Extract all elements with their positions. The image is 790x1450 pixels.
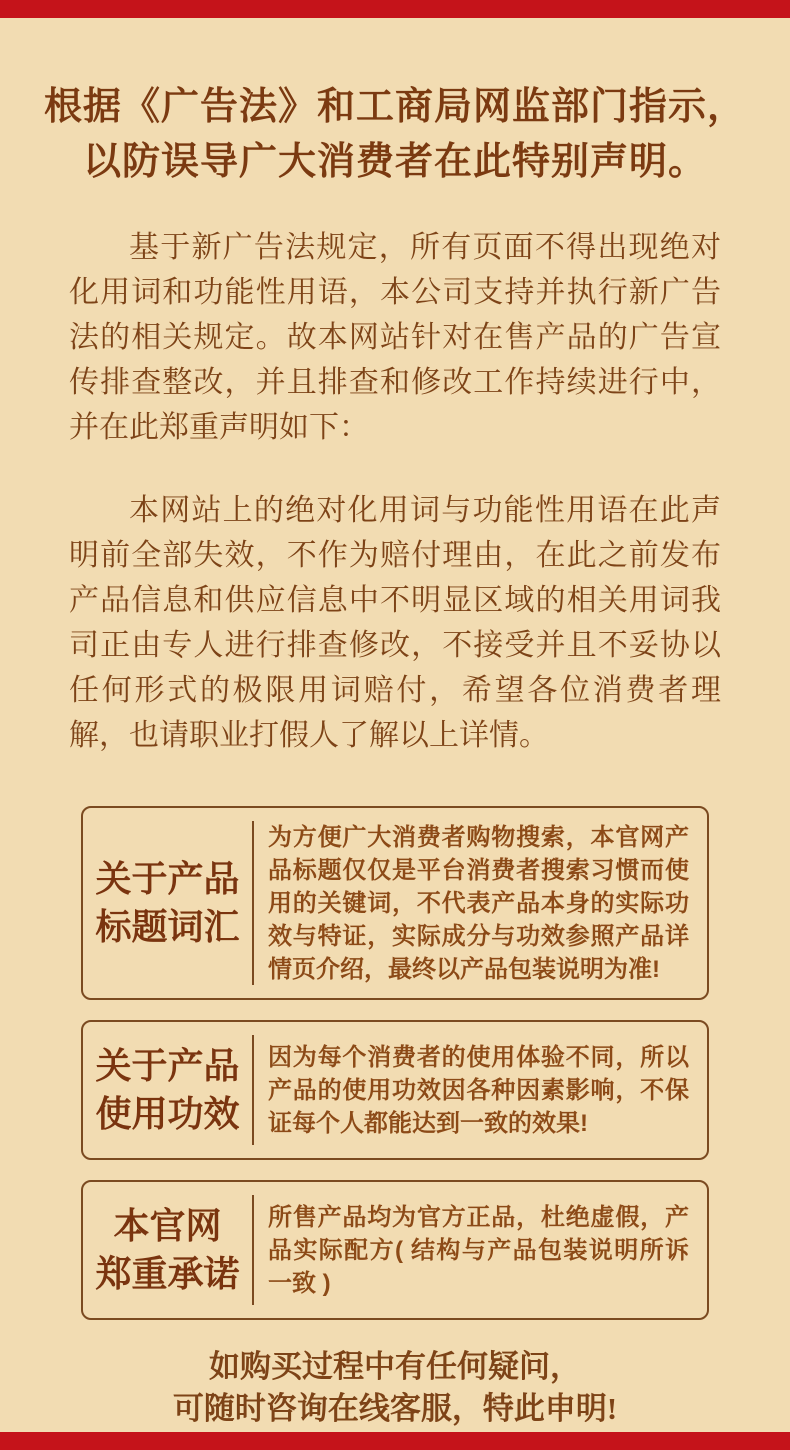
box-text-official-promise bbox=[254, 1182, 707, 1318]
footer-line-1: 如购买过程中有任何疑问， bbox=[209, 1349, 581, 1384]
box-text-product-efficacy bbox=[254, 1022, 707, 1158]
bottom-red-bar bbox=[0, 1432, 790, 1450]
title-line-2: 以防误导广大消费者在此特别声明。 bbox=[82, 141, 707, 183]
statement-paragraphs bbox=[69, 225, 721, 758]
notice-box-product-title-keywords bbox=[81, 806, 709, 1000]
notice-box-product-efficacy bbox=[81, 1020, 709, 1160]
box-label-official-promise bbox=[83, 1182, 252, 1318]
box-text-content: 所售产品均为官方正品，杜绝虚假，产品实际配方( 结构与产品包装说明所诉一致 ) bbox=[268, 1203, 689, 1297]
box-text-content: 为方便广大消费者购物搜索，本官网产品标题仅仅是平台消费者搜索习惯而使用的关键词，不代表产品本身的实际功效与特证，实际成分与功效参照产品详情页介绍，最终以产品包装说明为准! bbox=[268, 823, 689, 983]
top-red-bar bbox=[0, 0, 790, 18]
box-label-line-1: 关于产品 bbox=[95, 859, 240, 899]
notice-boxes bbox=[81, 806, 709, 1320]
box-text-content: 因为每个消费者的使用体验不同，所以产品的使用功效因各种因素影响，不保证每个人都能达到一致的效果! bbox=[268, 1043, 689, 1137]
box-label-line-1: 关于产品 bbox=[95, 1046, 240, 1086]
page-title bbox=[0, 80, 790, 190]
footer-note bbox=[0, 1346, 790, 1430]
box-label-product-title bbox=[83, 808, 252, 998]
box-text-product-title bbox=[254, 808, 707, 998]
declaration-paragraph: 本网站上的绝对化用词与功能性用语在此声明前全部失效，不作为赔付理由，在此之前发布产品信息和供应信息中不明显区域的相关用词我司正由专人进行排查修改，不接受并且不妥协以任何形式的极限用词赔付，希望各位消费者理解，也请职业打假人了解以上详情。 bbox=[69, 494, 721, 752]
box-label-line-2: 标题词汇 bbox=[95, 907, 240, 947]
box-label-line-1: 本官网 bbox=[113, 1206, 222, 1246]
box-label-line-2: 使用功效 bbox=[95, 1094, 240, 1134]
box-label-product-efficacy bbox=[83, 1022, 252, 1158]
intro-paragraph: 基于新广告法规定，所有页面不得出现绝对化用词和功能性用语，本公司支持并执行新广告法的相关规定。故本网站针对在售产品的广告宣传排查整改，并且排查和修改工作持续进行中，并在此郑重声明如下： bbox=[69, 231, 721, 444]
box-label-line-2: 郑重承诺 bbox=[95, 1254, 240, 1294]
title-line-1: 根据《广告法》和工商局网监部门指示， bbox=[43, 86, 746, 128]
footer-line-2: 可随时咨询在线客服，特此申明! bbox=[172, 1391, 618, 1426]
notice-box-official-promise bbox=[81, 1180, 709, 1320]
